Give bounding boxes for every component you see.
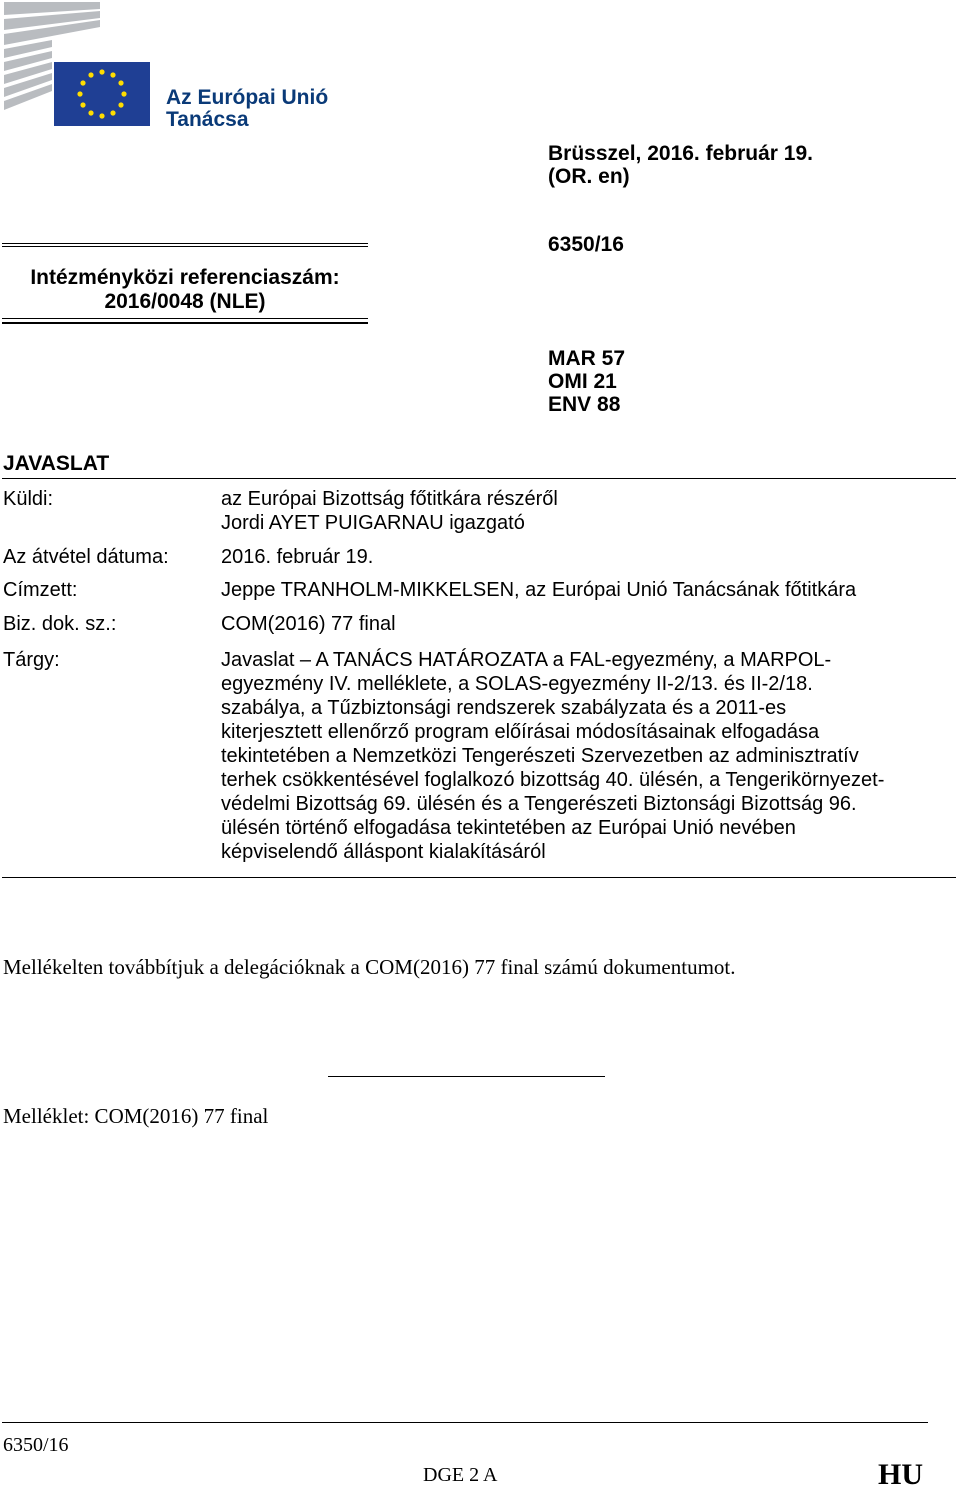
recipient-label: Címzett:: [3, 579, 78, 601]
received-label: Az átvétel dátuma:: [3, 546, 169, 568]
docref-value: COM(2016) 77 final: [221, 613, 396, 635]
recipient-value: Jeppe TRANHOLM-MIKKELSEN, az Európai Unió Tanácsának főtitkára: [221, 579, 857, 601]
doc-number: 6350/16: [548, 233, 624, 256]
separator-rule: [328, 1076, 605, 1077]
org-name-line2: Tanácsa: [166, 108, 249, 131]
council-logo: [0, 0, 160, 130]
ref-top-rule-2: [2, 246, 368, 247]
ref-bottom-rule-2: [2, 322, 368, 324]
ref-bottom-rule-1: [2, 318, 368, 319]
code-env: ENV 88: [548, 393, 621, 416]
code-omi: OMI 21: [548, 370, 617, 393]
sender-line1: az Európai Bizottság főtitkára részéről: [221, 488, 558, 510]
subject-line: egyezmény IV. melléklete, a SOLAS-egyezmény II-2/13. és II-2/18.: [221, 673, 813, 695]
interinst-value: 2016/0048 (NLE): [104, 290, 266, 313]
subject-text: [221, 648, 956, 864]
interinst-label: Intézményközi referenciaszám:: [30, 266, 340, 289]
annex-text: Melléklet: COM(2016) 77 final: [3, 1104, 269, 1128]
subject-line: védelmi Bizottság 69. ülésén és a Tengerészeti Biztonsági Bizottság 96.: [221, 793, 857, 815]
sender-line2: Jordi AYET PUIGARNAU igazgató: [221, 512, 525, 534]
org-name-line1: Az Európai Unió: [166, 86, 329, 109]
council-building-icon: [0, 0, 160, 130]
subject-line: ülésén történő elfogadása tekintetében az Európai Unió nevében: [221, 817, 796, 839]
place-date: Brüsszel, 2016. február 19.: [548, 142, 813, 165]
body-text: Mellékelten továbbítjuk a delegációknak a COM(2016) 77 final számú dokumentumot.: [3, 955, 736, 979]
subject-line: Javaslat – A TANÁCS HATÁROZATA a FAL-egyezmény, a MARPOL-: [221, 649, 832, 671]
docref-label: Biz. dok. sz.:: [3, 613, 117, 635]
footer-dept: DGE 2 A: [423, 1464, 498, 1486]
original-language: (OR. en): [548, 165, 630, 188]
footer-language: HU: [878, 1458, 923, 1491]
received-value: 2016. február 19.: [221, 546, 374, 568]
heading-rule: [2, 478, 956, 479]
subject-label: Tárgy:: [3, 649, 60, 671]
subject-line: képviselendő álláspont kialakításáról: [221, 841, 546, 863]
ref-top-rule-1: [2, 243, 368, 244]
sender-label: Küldi:: [3, 488, 54, 510]
footer-rule: [2, 1422, 928, 1423]
subject-line: tekintetében a Nemzetközi Tengerészeti Szervezetben az adminisztratív: [221, 745, 859, 767]
subject-line: terhek csökkentésével foglalkozó bizottság 40. ülésén, a Tengerikörnyezet-: [221, 769, 885, 791]
subject-line: kiterjesztett ellenőrző program előírásai módosításainak elfogadása: [221, 721, 820, 743]
subject-line: szabálya, a Tűzbiztonsági rendszerek szabályzata és a 2011-es: [221, 697, 787, 719]
footer-doc-number: 6350/16: [3, 1434, 69, 1456]
code-mar: MAR 57: [548, 347, 626, 370]
subject-rule: [2, 877, 956, 878]
doc-type-heading: JAVASLAT: [3, 452, 110, 475]
